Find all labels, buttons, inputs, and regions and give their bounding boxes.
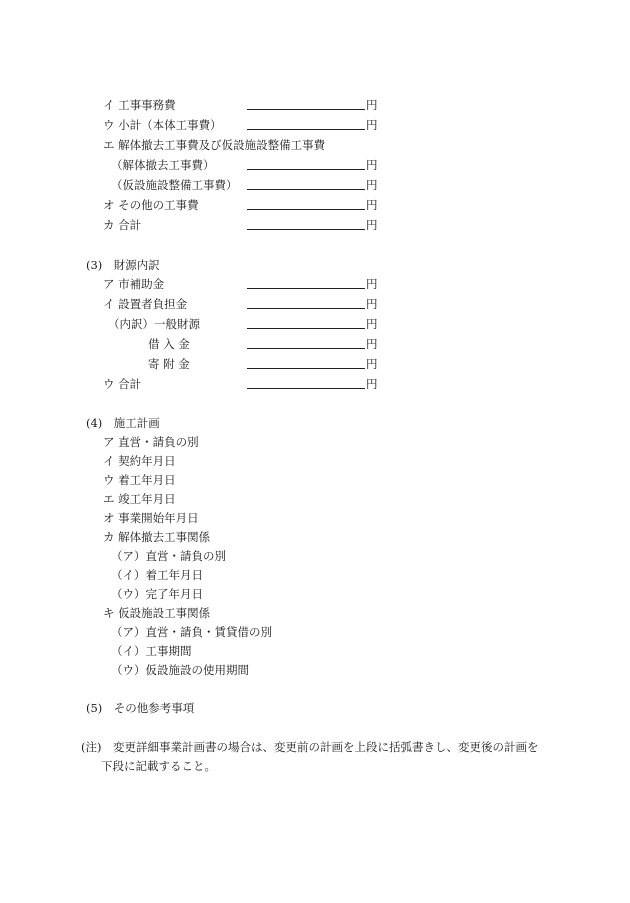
note-text-line1: 変更詳細事業計画書の場合は、変更前の計画を上段に括弧書きし、変更後の計画を: [113, 740, 539, 754]
funding-item-label: 借 入 金: [148, 337, 190, 351]
amount-blank: [247, 388, 365, 389]
plan-item: イ 契約年月日: [103, 454, 176, 468]
amount-blank: [247, 368, 365, 369]
section-heading: (3) 財源内訳: [86, 258, 160, 272]
yen-unit: 円: [366, 317, 378, 331]
funding-item-label: 寄 附 金: [148, 357, 190, 371]
plan-subitem: （ア）直営・請負・賃貸借の別: [111, 625, 272, 639]
section-heading: (5) その他参考事項: [86, 701, 195, 715]
section-heading: (4) 施工計画: [86, 416, 160, 430]
yen-unit: 円: [366, 377, 378, 391]
yen-unit: 円: [366, 218, 378, 232]
amount-blank: [247, 348, 365, 349]
plan-item: オ 事業開始年月日: [103, 511, 199, 525]
plan-subitem: （ウ）完了年月日: [111, 587, 203, 601]
plan-item: ウ 着工年月日: [103, 473, 176, 487]
funding-item-label: イ 設置者負担金: [103, 297, 188, 311]
yen-unit: 円: [366, 297, 378, 311]
amount-blank: [247, 129, 365, 130]
yen-unit: 円: [366, 98, 378, 112]
funding-item-label: ア 市補助金: [103, 277, 165, 291]
plan-item: カ 解体撤去工事関係: [103, 530, 211, 544]
amount-blank: [247, 209, 365, 210]
cost-item-label: ウ 小計（本体工事費）: [103, 118, 222, 132]
cost-item-label: （仮設施設整備工事費）: [111, 178, 238, 192]
amount-blank: [247, 169, 365, 170]
yen-unit: 円: [366, 277, 378, 291]
plan-subitem: （イ）着工年月日: [111, 568, 203, 582]
cost-item-label: カ 合計: [103, 218, 142, 232]
amount-blank: [247, 328, 365, 329]
funding-item-label: ウ 合計: [103, 377, 142, 391]
plan-subitem: （ア）直営・請負の別: [111, 549, 226, 563]
cost-item-label: オ その他の工事費: [103, 198, 199, 212]
amount-blank: [247, 229, 365, 230]
note-text-line2: 下段に記載すること。: [101, 759, 216, 773]
cost-item-label: イ 工事事務費: [103, 98, 176, 112]
yen-unit: 円: [366, 337, 378, 351]
plan-item: エ 竣工年月日: [103, 492, 176, 506]
amount-blank: [247, 308, 365, 309]
cost-item-label: （解体撤去工事費）: [111, 158, 215, 172]
plan-item: ア 直営・請負の別: [103, 435, 199, 449]
yen-unit: 円: [366, 357, 378, 371]
amount-blank: [247, 189, 365, 190]
amount-blank: [247, 288, 365, 289]
yen-unit: 円: [366, 158, 378, 172]
funding-item-label: （内訳）一般財源: [108, 317, 200, 331]
yen-unit: 円: [366, 178, 378, 192]
plan-subitem: （ウ）仮設施設の使用期間: [111, 663, 249, 677]
note-marker: (注): [81, 740, 102, 754]
plan-item: キ 仮設施設工事関係: [103, 606, 211, 620]
yen-unit: 円: [366, 118, 378, 132]
amount-blank: [247, 109, 365, 110]
plan-subitem: （イ）工事期間: [111, 644, 192, 658]
cost-item-label: エ 解体撤去工事費及び仮設施設整備工事費: [103, 138, 326, 152]
yen-unit: 円: [366, 198, 378, 212]
